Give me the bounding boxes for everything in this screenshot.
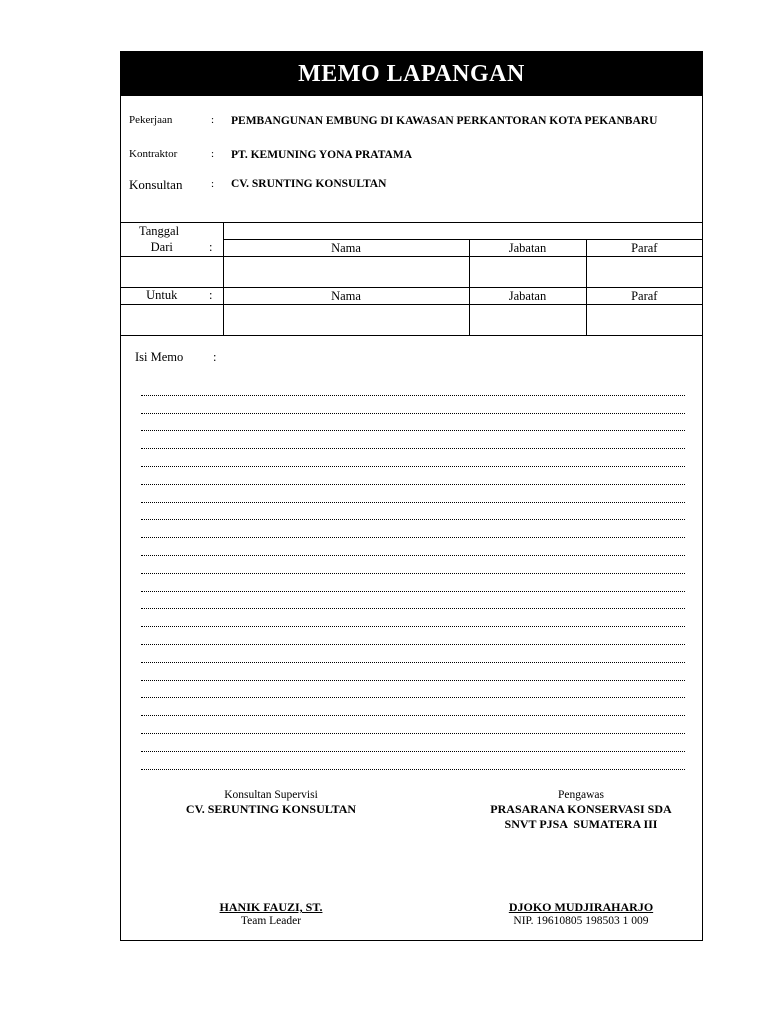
isi-memo-colon: :	[213, 350, 217, 364]
memo-form	[120, 51, 703, 941]
memo-line[interactable]	[141, 698, 685, 716]
dari-nama-field[interactable]	[223, 257, 469, 288]
memo-line[interactable]	[141, 627, 685, 645]
dari-jabatan-field[interactable]	[469, 257, 586, 288]
kontraktor-colon: :	[211, 148, 215, 160]
memo-line[interactable]	[141, 538, 685, 556]
memo-line[interactable]	[141, 378, 685, 396]
left-signatory	[161, 900, 381, 928]
right-org-line1: PRASARANA KONSERVASI SDA	[490, 802, 672, 816]
left-role: Konsultan Supervisi	[224, 789, 318, 801]
isi-memo-label: Isi Memo	[135, 350, 184, 364]
memo-line[interactable]	[141, 556, 685, 574]
left-org: CV. SERUNTING KONSULTAN	[185, 802, 357, 816]
untuk-blank	[121, 305, 223, 336]
pekerjaan-value: PEMBANGUNAN EMBUNG DI KAWASAN PERKANTORAN KOTA PEKANBARU	[231, 115, 658, 127]
konsultan-colon: :	[211, 178, 215, 190]
memo-line[interactable]	[141, 396, 685, 414]
right-name: DJOKO MUDJIRAHARJO	[508, 900, 654, 914]
dari-cell	[121, 240, 223, 257]
pekerjaan-label: Pekerjaan	[129, 114, 173, 126]
project-info	[121, 96, 702, 223]
memo-line[interactable]	[141, 734, 685, 752]
left-title: Team Leader	[240, 915, 302, 927]
memo-line[interactable]	[141, 681, 685, 699]
memo-line[interactable]	[141, 414, 685, 432]
memo-line[interactable]	[141, 752, 685, 770]
right-signatory	[451, 900, 711, 928]
untuk-paraf-field[interactable]	[586, 305, 702, 336]
dari-paraf-field[interactable]	[586, 257, 702, 288]
right-org-line2: SNVT PJSA SUMATERA III	[504, 817, 658, 831]
untuk-jabatan-field[interactable]	[469, 305, 586, 336]
dari-blank	[121, 257, 223, 288]
right-signature	[451, 788, 711, 832]
memo-line[interactable]	[141, 592, 685, 610]
memo-line[interactable]	[141, 449, 685, 467]
dari-label: Dari	[150, 239, 173, 254]
memo-line[interactable]	[141, 431, 685, 449]
untuk-cell	[121, 288, 223, 305]
dari-paraf-header: Paraf	[586, 240, 702, 257]
memo-line[interactable]	[141, 520, 685, 538]
konsultan-label: Konsultan	[129, 177, 183, 192]
memo-line[interactable]	[141, 485, 685, 503]
konsultan-value: CV. SRUNTING KONSULTAN	[231, 178, 387, 190]
right-role: Pengawas	[558, 789, 604, 801]
untuk-label: Untuk	[146, 288, 178, 302]
pekerjaan-colon: :	[211, 114, 215, 126]
tanggal-value[interactable]	[223, 223, 702, 240]
memo-line[interactable]	[141, 574, 685, 592]
untuk-nama-field[interactable]	[223, 305, 469, 336]
memo-lines[interactable]	[141, 378, 685, 770]
kontraktor-label: Kontraktor	[129, 148, 178, 160]
left-signature	[161, 788, 381, 817]
dari-jabatan-header: Jabatan	[469, 240, 586, 257]
form-title: MEMO LAPANGAN	[121, 52, 702, 96]
untuk-colon: :	[209, 288, 213, 302]
untuk-paraf-header: Paraf	[586, 288, 702, 305]
untuk-nama-header: Nama	[223, 288, 469, 305]
memo-line[interactable]	[141, 716, 685, 734]
untuk-jabatan-header: Jabatan	[469, 288, 586, 305]
memo-line[interactable]	[141, 503, 685, 521]
dari-colon: :	[209, 239, 213, 254]
right-title: NIP. 19610805 198503 1 009	[513, 915, 649, 927]
left-name: HANIK FAUZI, ST.	[219, 900, 323, 914]
dari-nama-header: Nama	[223, 240, 469, 257]
memo-line[interactable]	[141, 609, 685, 627]
memo-line[interactable]	[141, 663, 685, 681]
memo-line[interactable]	[141, 645, 685, 663]
sender-recipient-table	[121, 223, 702, 336]
tanggal-label: Tanggal	[121, 223, 223, 240]
memo-line[interactable]	[141, 467, 685, 485]
kontraktor-value: PT. KEMUNING YONA PRATAMA	[231, 149, 413, 161]
